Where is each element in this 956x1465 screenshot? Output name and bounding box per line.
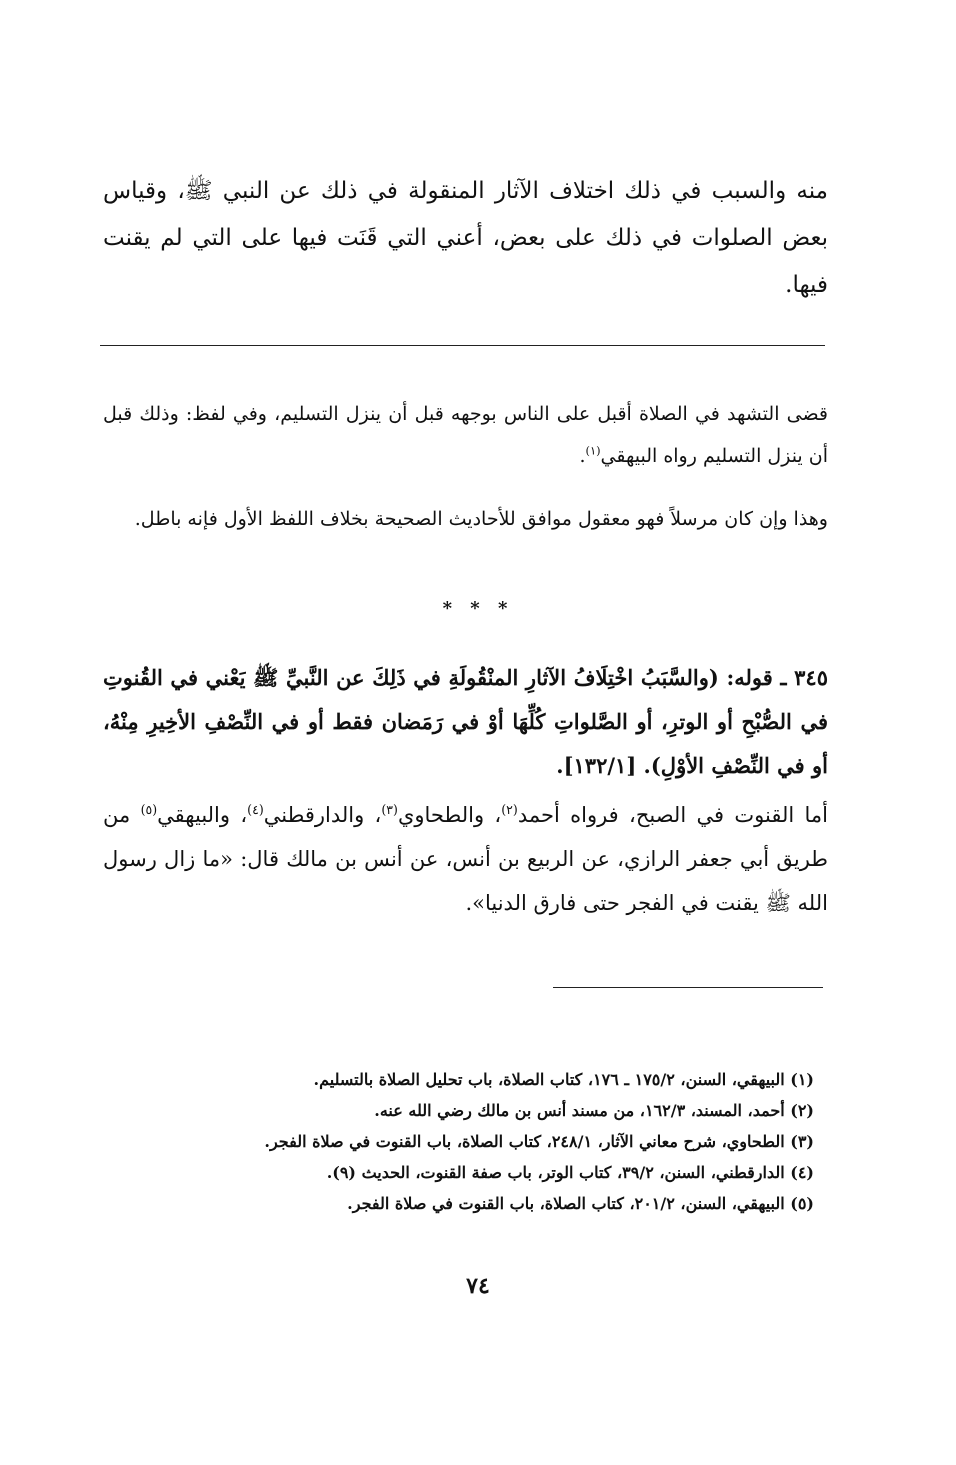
commentary-paragraph <box>103 793 828 925</box>
quoted-text-paragraph: ٣٤٥ ـ قوله: (والسَّبَبُ اخْتِلَافُ الآثارِ المنْقُولَةِ في ذَلِكَ عن النَّبيِّ ﷺ يَعْني في القُنوتِ في الصُّبْحِ أو الوترِ، أو الصَّلواتِ كُلِّهَا أوْ في رَمَضان فقط أو في النِّصْفِ الأخِيرِ مِنْهُ، أو في النِّصْفِ الأوْلِ). [١٣٢/١]. <box>103 665 828 778</box>
top-divider <box>100 345 825 346</box>
footnote-ref-5: (٥) <box>140 802 158 817</box>
footnote-3: (٣) الطحاوي، شرح معاني الآثار، ٢٤٨/١، كتاب الصلاة، باب القنوت في صلاة الفجر. <box>264 1132 814 1151</box>
section-separator: * * * <box>442 598 514 619</box>
top-paragraph: منه والسبب في ذلك اختلاف الآثار المنقولة في ذلك عن النبي ﷺ، وقياس بعض الصلوات في ذلك على بعض، أعني التي قَنَت فيها على التي لم يقنت فيها. <box>103 178 828 298</box>
note-paragraph-2: وهذا وإن كان مرسلاً فهو معقول موافق للأحاديث الصحيحة بخلاف اللفظ الأول فإنه باطل. <box>134 508 828 530</box>
commentary-part-5: من طريق أبي جعفر الرازي، عن الربيع بن أنس، عن أنس بن مالك قال: «ما زال رسول الله ﷺ يقنت في الفجر حتى فارق الدنيا». <box>103 803 828 915</box>
footnote-4: (٤) الدارقطني، السنن، ٣٩/٢، كتاب الوتر، باب صفة القنوت، الحديث (٩). <box>326 1163 814 1182</box>
commentary-part-4: ، والبيهقي <box>157 803 248 827</box>
footnote-ref-1: (١) <box>585 443 601 458</box>
note-paragraph-1-end: . <box>579 445 586 467</box>
footnote-2: (٢) أحمد، المسند، ١٦٢/٣، من مسند أنس بن مالك رضي الله عنه. <box>374 1101 814 1120</box>
page-number: ٧٤ <box>466 1273 490 1299</box>
footnote-ref-4: (٤) <box>247 802 264 817</box>
commentary-part-3: ، والدارقطني <box>263 803 382 827</box>
note-paragraph-1-text: قضى التشهد في الصلاة أقبل على الناس بوجهه قبل أن ينزل التسليم، وفي لفظ: وذلك قبل أن ينزل التسليم رواه البيهقي <box>103 403 828 467</box>
footnote-5: (٥) البيهقي، السنن، ٢٠١/٢، كتاب الصلاة، باب القنوت في صلاة الفجر. <box>347 1194 814 1213</box>
note-paragraph-1 <box>103 393 828 477</box>
footnote-ref-2: (٢) <box>501 802 518 817</box>
footnote-ref-3: (٣) <box>381 802 398 817</box>
commentary-part-2: ، والطحاوي <box>397 803 502 827</box>
footnote-1: (١) البيهقي، السنن، ١٧٥/٢ ـ ١٧٦، كتاب الصلاة، باب تحليل الصلاة بالتسليم. <box>313 1070 814 1089</box>
commentary-part-1: أما القنوت في الصبح، فرواه أحمد <box>517 803 828 827</box>
footnote-divider <box>553 987 823 988</box>
footnotes-list <box>114 1064 814 1219</box>
